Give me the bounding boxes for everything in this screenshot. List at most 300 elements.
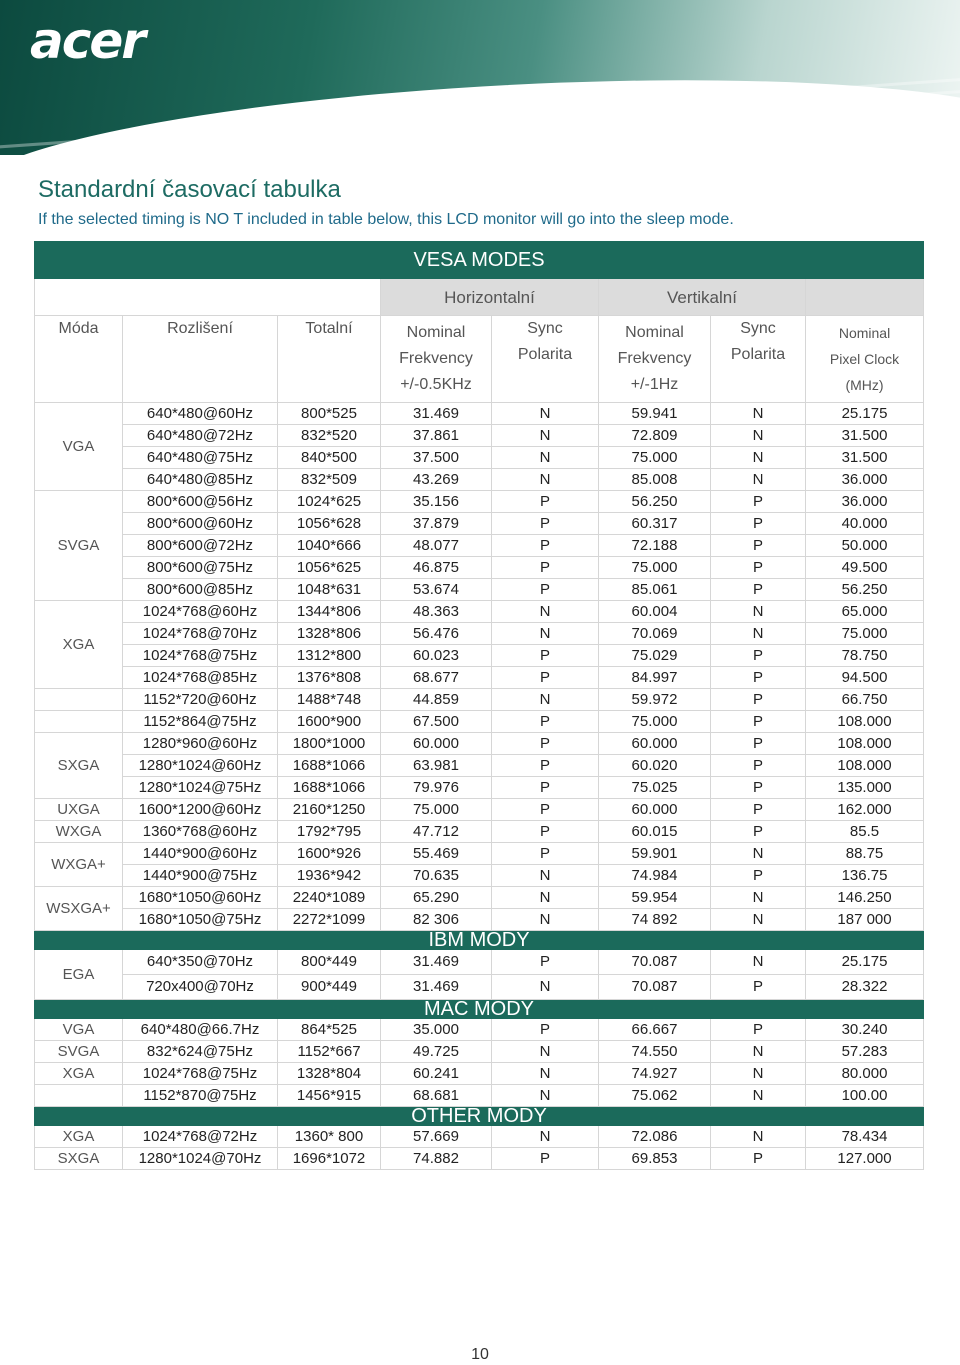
v-freq-cell: 75.000 bbox=[599, 711, 711, 733]
v-sync-cell: P bbox=[711, 645, 806, 667]
v-sync-cell: N bbox=[711, 1063, 806, 1085]
resolution-cell: 832*624@75Hz bbox=[123, 1041, 278, 1063]
ibm-band-title: IBM MODY bbox=[35, 931, 924, 950]
mode-cell: SXGA bbox=[35, 733, 123, 799]
h-freq-cell: 82 306 bbox=[381, 909, 492, 931]
mode-cell: SXGA bbox=[35, 1148, 123, 1170]
pixel-clock-cell: 50.000 bbox=[806, 535, 924, 557]
h-sync-cell: P bbox=[492, 491, 599, 513]
pixel-clock-cell: 80.000 bbox=[806, 1063, 924, 1085]
total-cell: 1600*926 bbox=[278, 843, 381, 865]
resolution-cell: 800*600@56Hz bbox=[123, 491, 278, 513]
total-cell: 2272*1099 bbox=[278, 909, 381, 931]
pixel-clock-cell: 135.000 bbox=[806, 777, 924, 799]
resolution-cell: 640*480@75Hz bbox=[123, 447, 278, 469]
v-sync-cell: P bbox=[711, 513, 806, 535]
table-row bbox=[35, 755, 924, 777]
pixel-clock-cell: 25.175 bbox=[806, 950, 924, 975]
v-sync-cell: P bbox=[711, 821, 806, 843]
table-row bbox=[35, 513, 924, 535]
h-sync-cell: P bbox=[492, 557, 599, 579]
h-sync-cell: N bbox=[492, 447, 599, 469]
mode-cell: WXGA+ bbox=[35, 843, 123, 887]
v-sync-cell: N bbox=[711, 601, 806, 623]
h-freq-cell: 65.290 bbox=[381, 887, 492, 909]
h-sync-cell: P bbox=[492, 755, 599, 777]
h-sync-cell: N bbox=[492, 1085, 599, 1107]
v-freq-cell: 75.029 bbox=[599, 645, 711, 667]
v-sync-cell: P bbox=[711, 799, 806, 821]
h-freq-cell: 48.363 bbox=[381, 601, 492, 623]
col-h-freq bbox=[381, 316, 492, 403]
resolution-cell: 1280*1024@70Hz bbox=[123, 1148, 278, 1170]
h-freq-cell: 55.469 bbox=[381, 843, 492, 865]
total-cell: 1800*1000 bbox=[278, 733, 381, 755]
pixel-clock-cell: 36.000 bbox=[806, 469, 924, 491]
total-cell: 864*525 bbox=[278, 1019, 381, 1041]
table-row bbox=[35, 447, 924, 469]
resolution-cell: 1280*1024@60Hz bbox=[123, 755, 278, 777]
table-row bbox=[35, 1085, 924, 1107]
table-row bbox=[35, 1148, 924, 1170]
table-row bbox=[35, 821, 924, 843]
h-freq-cell: 75.000 bbox=[381, 799, 492, 821]
pixel-clock-cell: 28.322 bbox=[806, 975, 924, 1000]
v-freq-cell: 84.997 bbox=[599, 667, 711, 689]
h-freq-cell: 53.674 bbox=[381, 579, 492, 601]
total-cell: 2240*1089 bbox=[278, 887, 381, 909]
v-freq-cell: 85.061 bbox=[599, 579, 711, 601]
pixel-clock-cell: 187 000 bbox=[806, 909, 924, 931]
pixel-clock-cell: 31.500 bbox=[806, 425, 924, 447]
v-freq-cell: 72.188 bbox=[599, 535, 711, 557]
h-sync-cell: P bbox=[492, 579, 599, 601]
h-freq-cell: 70.635 bbox=[381, 865, 492, 887]
h-sync-cell: N bbox=[492, 909, 599, 931]
mode-cell: XGA bbox=[35, 1126, 123, 1148]
v-freq-cell: 72.086 bbox=[599, 1126, 711, 1148]
v-freq-cell: 59.954 bbox=[599, 887, 711, 909]
v-sync-cell: N bbox=[711, 950, 806, 975]
v-freq-cell: 85.008 bbox=[599, 469, 711, 491]
col-v-sync-line1: Sync bbox=[740, 320, 776, 337]
h-sync-cell: N bbox=[492, 975, 599, 1000]
v-freq-cell: 60.000 bbox=[599, 799, 711, 821]
col-pclk-line2: Pixel Clock bbox=[829, 351, 900, 367]
v-sync-cell: N bbox=[711, 1041, 806, 1063]
h-freq-cell: 37.879 bbox=[381, 513, 492, 535]
resolution-cell: 640*350@70Hz bbox=[123, 950, 278, 975]
pixel-clock-cell: 78.434 bbox=[806, 1126, 924, 1148]
table-row bbox=[35, 1063, 924, 1085]
pixel-clock-cell: 108.000 bbox=[806, 733, 924, 755]
col-v-sync-line2: Polarita bbox=[730, 346, 786, 363]
total-cell: 1328*806 bbox=[278, 623, 381, 645]
page-subtitle: If the selected timing is NO T included in table below, this LCD monitor will go into the sleep mode. bbox=[38, 211, 734, 228]
v-sync-cell: N bbox=[711, 1085, 806, 1107]
h-freq-cell: 60.023 bbox=[381, 645, 492, 667]
v-freq-cell: 75.025 bbox=[599, 777, 711, 799]
total-cell: 800*525 bbox=[278, 403, 381, 425]
h-freq-cell: 47.712 bbox=[381, 821, 492, 843]
total-cell: 1688*1066 bbox=[278, 755, 381, 777]
h-freq-cell: 35.156 bbox=[381, 491, 492, 513]
v-sync-cell: P bbox=[711, 1148, 806, 1170]
total-cell: 1792*795 bbox=[278, 821, 381, 843]
table-row bbox=[35, 711, 924, 733]
table-row bbox=[35, 469, 924, 491]
total-cell: 1056*625 bbox=[278, 557, 381, 579]
table-row bbox=[35, 425, 924, 447]
resolution-cell: 1024*768@75Hz bbox=[123, 1063, 278, 1085]
v-freq-cell: 72.809 bbox=[599, 425, 711, 447]
resolution-cell: 1024*768@85Hz bbox=[123, 667, 278, 689]
resolution-cell: 1680*1050@75Hz bbox=[123, 909, 278, 931]
h-freq-cell: 44.859 bbox=[381, 689, 492, 711]
resolution-cell: 1360*768@60Hz bbox=[123, 821, 278, 843]
total-cell: 1152*667 bbox=[278, 1041, 381, 1063]
pixel-clock-cell: 85.5 bbox=[806, 821, 924, 843]
h-freq-cell: 37.500 bbox=[381, 447, 492, 469]
h-freq-cell: 49.725 bbox=[381, 1041, 492, 1063]
mode-cell: SVGA bbox=[35, 491, 123, 601]
table-row bbox=[35, 865, 924, 887]
total-cell: 832*509 bbox=[278, 469, 381, 491]
table-row bbox=[35, 535, 924, 557]
v-freq-cell: 60.015 bbox=[599, 821, 711, 843]
v-freq-cell: 70.087 bbox=[599, 975, 711, 1000]
h-sync-cell: P bbox=[492, 950, 599, 975]
table-row bbox=[35, 403, 924, 425]
total-cell: 1376*808 bbox=[278, 667, 381, 689]
pixel-clock-cell: 100.00 bbox=[806, 1085, 924, 1107]
mode-cell bbox=[35, 1085, 123, 1107]
v-sync-cell: P bbox=[711, 1019, 806, 1041]
direction-header-row bbox=[35, 279, 924, 316]
resolution-cell: 1024*768@70Hz bbox=[123, 623, 278, 645]
resolution-cell: 1152*870@75Hz bbox=[123, 1085, 278, 1107]
h-sync-cell: N bbox=[492, 601, 599, 623]
total-cell: 2160*1250 bbox=[278, 799, 381, 821]
resolution-cell: 1152*864@75Hz bbox=[123, 711, 278, 733]
h-sync-cell: P bbox=[492, 645, 599, 667]
mode-cell: XGA bbox=[35, 1063, 123, 1085]
resolution-cell: 1280*960@60Hz bbox=[123, 733, 278, 755]
resolution-cell: 800*600@72Hz bbox=[123, 535, 278, 557]
other-band bbox=[35, 1107, 924, 1126]
v-sync-cell: N bbox=[711, 887, 806, 909]
h-sync-cell: N bbox=[492, 425, 599, 447]
table-row bbox=[35, 689, 924, 711]
v-sync-cell: P bbox=[711, 711, 806, 733]
total-cell: 1328*804 bbox=[278, 1063, 381, 1085]
pixel-clock-cell: 57.283 bbox=[806, 1041, 924, 1063]
h-freq-cell: 68.681 bbox=[381, 1085, 492, 1107]
table-row bbox=[35, 887, 924, 909]
other-band-title: OTHER MODY bbox=[35, 1107, 924, 1126]
mode-cell: EGA bbox=[35, 950, 123, 1000]
table-row bbox=[35, 601, 924, 623]
col-resolution: Rozlišení bbox=[123, 316, 278, 403]
v-freq-cell: 60.317 bbox=[599, 513, 711, 535]
v-freq-cell: 75.000 bbox=[599, 557, 711, 579]
table-row bbox=[35, 557, 924, 579]
page-number: 10 bbox=[471, 1346, 489, 1363]
v-freq-cell: 59.941 bbox=[599, 403, 711, 425]
total-cell: 900*449 bbox=[278, 975, 381, 1000]
h-sync-cell: P bbox=[492, 535, 599, 557]
pixel-clock-cell: 66.750 bbox=[806, 689, 924, 711]
resolution-cell: 1152*720@60Hz bbox=[123, 689, 278, 711]
resolution-cell: 720x400@70Hz bbox=[123, 975, 278, 1000]
pixel-clock-cell: 31.500 bbox=[806, 447, 924, 469]
h-freq-cell: 31.469 bbox=[381, 975, 492, 1000]
v-freq-cell: 70.069 bbox=[599, 623, 711, 645]
blank-cell bbox=[35, 279, 381, 316]
h-freq-cell: 79.976 bbox=[381, 777, 492, 799]
v-freq-cell: 60.020 bbox=[599, 755, 711, 777]
h-sync-cell: P bbox=[492, 1019, 599, 1041]
table-row bbox=[35, 777, 924, 799]
v-freq-cell: 74.550 bbox=[599, 1041, 711, 1063]
h-sync-cell: P bbox=[492, 667, 599, 689]
table-row bbox=[35, 623, 924, 645]
table-row bbox=[35, 1019, 924, 1041]
h-freq-cell: 74.882 bbox=[381, 1148, 492, 1170]
total-cell: 1040*666 bbox=[278, 535, 381, 557]
v-freq-cell: 60.000 bbox=[599, 733, 711, 755]
v-sync-cell: P bbox=[711, 865, 806, 887]
v-sync-cell: P bbox=[711, 557, 806, 579]
h-sync-cell: P bbox=[492, 711, 599, 733]
v-sync-cell: P bbox=[711, 733, 806, 755]
total-cell: 1488*748 bbox=[278, 689, 381, 711]
h-sync-cell: N bbox=[492, 1063, 599, 1085]
h-sync-cell: N bbox=[492, 865, 599, 887]
v-sync-cell: N bbox=[711, 403, 806, 425]
vertical-header: Vertikalní bbox=[599, 279, 806, 316]
resolution-cell: 1680*1050@60Hz bbox=[123, 887, 278, 909]
pixel-clock-cell: 108.000 bbox=[806, 711, 924, 733]
pixel-clock-cell: 75.000 bbox=[806, 623, 924, 645]
v-freq-cell: 75.000 bbox=[599, 447, 711, 469]
mac-band-title: MAC MODY bbox=[35, 1000, 924, 1019]
pixel-clock-cell: 49.500 bbox=[806, 557, 924, 579]
total-cell: 1024*625 bbox=[278, 491, 381, 513]
v-freq-cell: 74 892 bbox=[599, 909, 711, 931]
pixel-clock-cell: 94.500 bbox=[806, 667, 924, 689]
mode-cell: XGA bbox=[35, 601, 123, 689]
col-pclk-line3: (MHz) bbox=[845, 377, 884, 393]
total-cell: 1056*628 bbox=[278, 513, 381, 535]
h-freq-cell: 48.077 bbox=[381, 535, 492, 557]
col-v-sync bbox=[711, 316, 806, 403]
total-cell: 1456*915 bbox=[278, 1085, 381, 1107]
v-freq-cell: 69.853 bbox=[599, 1148, 711, 1170]
pixel-clock-cell: 88.75 bbox=[806, 843, 924, 865]
mode-cell: WXGA bbox=[35, 821, 123, 843]
h-sync-cell: P bbox=[492, 821, 599, 843]
resolution-cell: 1024*768@75Hz bbox=[123, 645, 278, 667]
total-cell: 1360* 800 bbox=[278, 1126, 381, 1148]
col-pclk-line1: Nominal bbox=[838, 325, 891, 341]
h-sync-cell: N bbox=[492, 689, 599, 711]
table-row bbox=[35, 843, 924, 865]
resolution-cell: 640*480@66.7Hz bbox=[123, 1019, 278, 1041]
h-sync-cell: P bbox=[492, 1148, 599, 1170]
col-h-sync-line2: Polarita bbox=[517, 346, 573, 363]
resolution-cell: 1440*900@75Hz bbox=[123, 865, 278, 887]
total-cell: 1344*806 bbox=[278, 601, 381, 623]
mode-cell bbox=[35, 711, 123, 733]
col-v-freq-line1: Nominal bbox=[625, 324, 684, 341]
v-freq-cell: 59.901 bbox=[599, 843, 711, 865]
h-sync-cell: N bbox=[492, 1126, 599, 1148]
table-row bbox=[35, 645, 924, 667]
h-sync-cell: N bbox=[492, 469, 599, 491]
h-freq-cell: 31.469 bbox=[381, 403, 492, 425]
resolution-cell: 1024*768@60Hz bbox=[123, 601, 278, 623]
pixel-clock-cell: 30.240 bbox=[806, 1019, 924, 1041]
v-sync-cell: P bbox=[711, 689, 806, 711]
h-freq-cell: 46.875 bbox=[381, 557, 492, 579]
col-v-freq bbox=[599, 316, 711, 403]
total-cell: 832*520 bbox=[278, 425, 381, 447]
h-sync-cell: P bbox=[492, 777, 599, 799]
mode-cell bbox=[35, 689, 123, 711]
h-freq-cell: 57.669 bbox=[381, 1126, 492, 1148]
h-freq-cell: 56.476 bbox=[381, 623, 492, 645]
col-h-freq-line1: Nominal bbox=[406, 324, 466, 341]
pixel-clock-cell: 40.000 bbox=[806, 513, 924, 535]
mode-cell: UXGA bbox=[35, 799, 123, 821]
v-sync-cell: N bbox=[711, 909, 806, 931]
mode-cell: SVGA bbox=[35, 1041, 123, 1063]
h-freq-cell: 31.469 bbox=[381, 950, 492, 975]
h-freq-cell: 68.677 bbox=[381, 667, 492, 689]
pixel-clock-cell: 36.000 bbox=[806, 491, 924, 513]
mode-cell: VGA bbox=[35, 403, 123, 491]
col-mode: Móda bbox=[35, 316, 123, 403]
pixel-clock-cell: 78.750 bbox=[806, 645, 924, 667]
h-sync-cell: P bbox=[492, 733, 599, 755]
v-freq-cell: 59.972 bbox=[599, 689, 711, 711]
v-freq-cell: 56.250 bbox=[599, 491, 711, 513]
resolution-cell: 800*600@85Hz bbox=[123, 579, 278, 601]
v-sync-cell: P bbox=[711, 491, 806, 513]
h-freq-cell: 60.000 bbox=[381, 733, 492, 755]
table-row bbox=[35, 491, 924, 513]
total-cell: 840*500 bbox=[278, 447, 381, 469]
pixel-clock-cell: 56.250 bbox=[806, 579, 924, 601]
mode-cell: WSXGA+ bbox=[35, 887, 123, 931]
table-row bbox=[35, 909, 924, 931]
h-sync-cell: N bbox=[492, 403, 599, 425]
resolution-cell: 800*600@60Hz bbox=[123, 513, 278, 535]
ibm-band bbox=[35, 931, 924, 950]
v-sync-cell: P bbox=[711, 755, 806, 777]
h-sync-cell: N bbox=[492, 1041, 599, 1063]
pixel-clock-cell: 25.175 bbox=[806, 403, 924, 425]
table-row bbox=[35, 975, 924, 1000]
banner-wave bbox=[0, 56, 960, 155]
table-row bbox=[35, 1041, 924, 1063]
v-sync-cell: N bbox=[711, 1126, 806, 1148]
page-title: Standardní časovací tabulka bbox=[38, 176, 341, 203]
h-sync-cell: N bbox=[492, 623, 599, 645]
col-v-freq-line2: Frekvency bbox=[617, 350, 692, 367]
h-freq-cell: 60.241 bbox=[381, 1063, 492, 1085]
h-freq-cell: 43.269 bbox=[381, 469, 492, 491]
col-h-sync bbox=[492, 316, 599, 403]
blank-cell bbox=[806, 279, 924, 316]
v-sync-cell: P bbox=[711, 579, 806, 601]
h-sync-cell: P bbox=[492, 843, 599, 865]
resolution-cell: 640*480@85Hz bbox=[123, 469, 278, 491]
timing-table bbox=[34, 241, 924, 1170]
table-row bbox=[35, 1126, 924, 1148]
resolution-cell: 1440*900@60Hz bbox=[123, 843, 278, 865]
v-sync-cell: P bbox=[711, 975, 806, 1000]
header-banner bbox=[0, 0, 960, 155]
pixel-clock-cell: 108.000 bbox=[806, 755, 924, 777]
pixel-clock-cell: 127.000 bbox=[806, 1148, 924, 1170]
pixel-clock-cell: 136.75 bbox=[806, 865, 924, 887]
total-cell: 1696*1072 bbox=[278, 1148, 381, 1170]
table-row bbox=[35, 799, 924, 821]
horizontal-header: Horizontalní bbox=[381, 279, 599, 316]
v-sync-cell: N bbox=[711, 623, 806, 645]
v-freq-cell: 66.667 bbox=[599, 1019, 711, 1041]
resolution-cell: 1600*1200@60Hz bbox=[123, 799, 278, 821]
h-freq-cell: 37.861 bbox=[381, 425, 492, 447]
v-sync-cell: N bbox=[711, 843, 806, 865]
h-freq-cell: 35.000 bbox=[381, 1019, 492, 1041]
v-sync-cell: N bbox=[711, 425, 806, 447]
v-freq-cell: 60.004 bbox=[599, 601, 711, 623]
h-freq-cell: 67.500 bbox=[381, 711, 492, 733]
pixel-clock-cell: 162.000 bbox=[806, 799, 924, 821]
v-sync-cell: P bbox=[711, 535, 806, 557]
total-cell: 1600*900 bbox=[278, 711, 381, 733]
v-freq-cell: 75.062 bbox=[599, 1085, 711, 1107]
col-total: Totalní bbox=[278, 316, 381, 403]
column-header-row bbox=[35, 316, 924, 403]
table-row bbox=[35, 733, 924, 755]
table-row bbox=[35, 579, 924, 601]
table-row bbox=[35, 950, 924, 975]
v-freq-cell: 74.927 bbox=[599, 1063, 711, 1085]
h-freq-cell: 63.981 bbox=[381, 755, 492, 777]
table-row bbox=[35, 667, 924, 689]
h-sync-cell: N bbox=[492, 887, 599, 909]
h-sync-cell: P bbox=[492, 513, 599, 535]
col-h-freq-line3: +/-0.5KHz bbox=[400, 376, 472, 393]
resolution-cell: 640*480@60Hz bbox=[123, 403, 278, 425]
resolution-cell: 640*480@72Hz bbox=[123, 425, 278, 447]
mac-band bbox=[35, 1000, 924, 1019]
v-freq-cell: 74.984 bbox=[599, 865, 711, 887]
vesa-band bbox=[35, 242, 924, 279]
h-sync-cell: P bbox=[492, 799, 599, 821]
col-h-sync-line1: Sync bbox=[527, 320, 563, 337]
total-cell: 800*449 bbox=[278, 950, 381, 975]
pixel-clock-cell: 146.250 bbox=[806, 887, 924, 909]
resolution-cell: 800*600@75Hz bbox=[123, 557, 278, 579]
resolution-cell: 1024*768@72Hz bbox=[123, 1126, 278, 1148]
vesa-band-title: VESA MODES bbox=[35, 242, 924, 279]
mode-cell: VGA bbox=[35, 1019, 123, 1041]
